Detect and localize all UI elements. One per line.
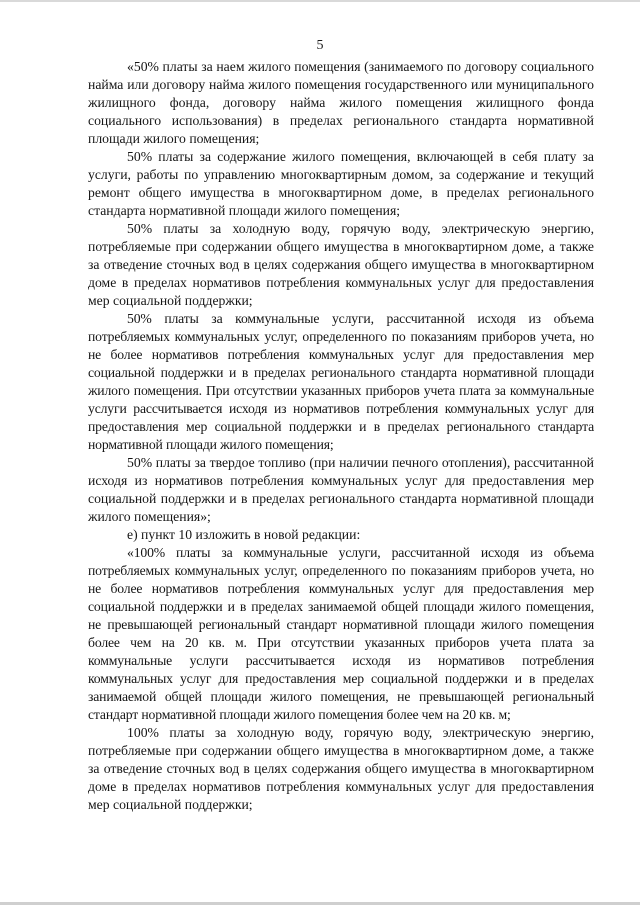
paragraph-solid-fuel: 50% платы за твердое топливо (при наличии печного отопления), рассчитанной исходя из нормативов потребления коммунальных услуг для предоставления мер социальной поддержки и в пределах регионального стандарта нормативной площади жилого помещения»; xyxy=(88,455,594,524)
scan-edge-top xyxy=(0,0,640,2)
paragraph-maintenance: 50% платы за содержание жилого помещения, включающей в себя плату за услуги, работы по управлению многоквартирным домом, за содержание и текущий ремонт общего имущества в многоквартирном доме, в пределах регионального стандарта нормативной площади жилого помещения; xyxy=(88,149,594,218)
paragraph-full-common-utilities: 100% платы за холодную воду, горячую воду, электрическую энергию, потребляемые при содержании общего имущества в многоквартирном доме, а также за отведение сточных вод в целях содержания общего имущества в многоквартирном доме в пределах нормативов потребления коммунальных услуг для предоставления мер социальной поддержки; xyxy=(88,725,594,812)
paragraph-clause-e: е) пункт 10 изложить в новой редакции: xyxy=(127,527,361,542)
paragraph-common-utilities: 50% платы за холодную воду, горячую воду, электрическую энергию, потребляемые при содержании общего имущества в многоквартирном доме, а также за отведение сточных вод в целях содержания общего имущества в многоквартирном доме в пределах нормативов потребления коммунальных услуг для предоставления мер социальной поддержки; xyxy=(88,221,594,308)
page-number: 5 xyxy=(316,38,324,53)
document-body xyxy=(88,58,594,814)
paragraph-full-utilities: «100% платы за коммунальные услуги, рассчитанной исходя из объема потребляемых коммунальных услуг, определенного по показаниям приборов учета, но не более нормативов потребления коммунальных услуг для предоставления мер социальной поддержки и в пределах занимаемой общей площади жилого помещения, не превышающей региональный стандарт нормативной площади жилого помещения более чем на 20 кв. м. При отсутствии указанных приборов учета плата за коммунальные услуги рассчитывается исходя из нормативов потребления коммунальных услуг для предоставления мер социальной поддержки и в пределах занимаемой общей площади жилого помещения, не превышающей региональный стандарт нормативной площади жилого помещения более чем на 20 кв. м; xyxy=(88,545,594,722)
paragraph-metered-utilities: 50% платы за коммунальные услуги, рассчитанной исходя из объема потребляемых коммунальных услуг, определенного по показаниям приборов учета, но не более нормативов потребления коммунальных услуг для предоставления мер социальной поддержки и в пределах регионального стандарта нормативной площади жилого помещения. При отсутствии указанных приборов учета плата за коммунальные услуги рассчитывается исходя из нормативов потребления коммунальных услуг для предоставления мер социальной поддержки и в пределах регионального стандарта нормативной площади жилого помещения; xyxy=(88,311,594,452)
paragraph-rent: «50% платы за наем жилого помещения (занимаемого по договору социального найма или договору найма жилого помещения государственного или муниципального жилищного фонда, договору найма жилого помещения жилищного фонда социального использования) в пределах регионального стандарта нормативной площади жилого помещения; xyxy=(88,59,594,146)
